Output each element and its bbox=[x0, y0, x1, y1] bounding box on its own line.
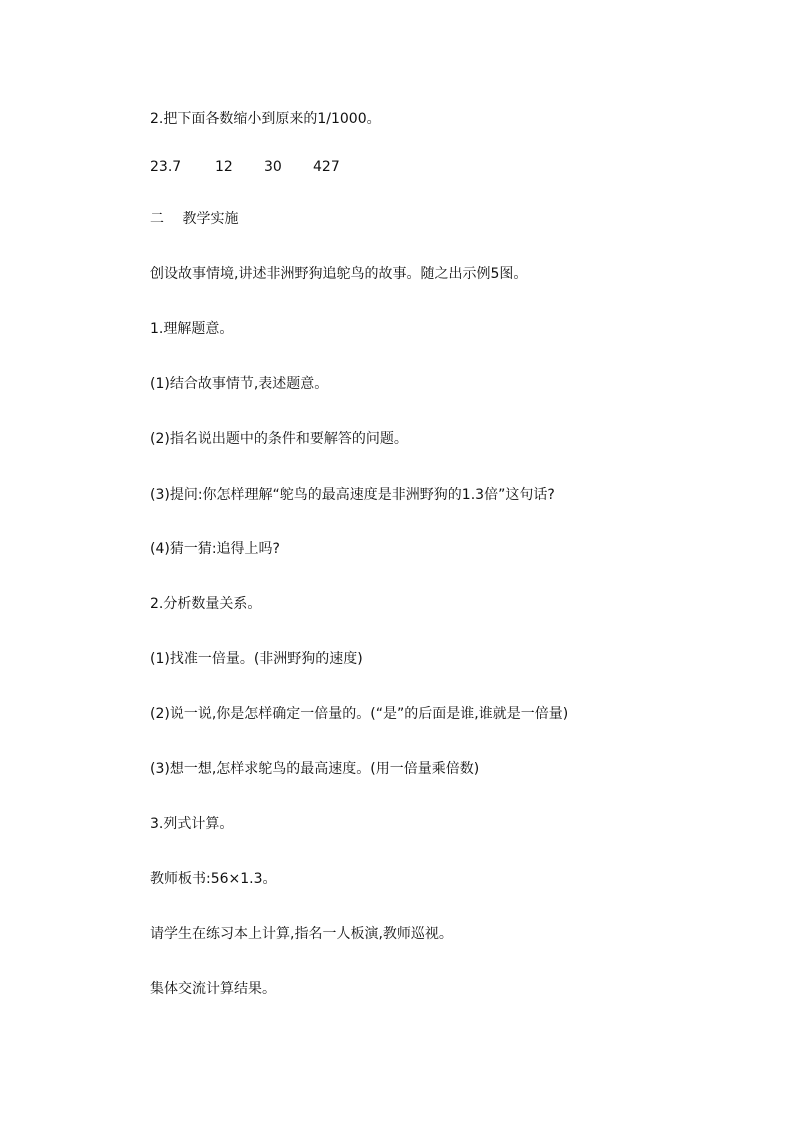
step-heading: 3.列式计算。 bbox=[150, 816, 234, 832]
paragraph: (2)说一说,你是怎样确定一倍量的。(“是”的后面是谁,谁就是一倍量) bbox=[150, 706, 569, 722]
step-heading: 2.分析数量关系。 bbox=[150, 596, 262, 612]
paragraph: (1)结合故事情节,表述题意。 bbox=[150, 376, 329, 392]
paragraph: 请学生在练习本上计算,指名一人板演,教师巡视。 bbox=[150, 926, 453, 942]
paragraph: (3)想一想,怎样求鸵鸟的最高速度。(用一倍量乘倍数) bbox=[150, 761, 480, 777]
paragraph: (4)猜一猜:追得上吗? bbox=[150, 541, 280, 557]
paragraph: (1)找准一倍量。(非洲野狗的速度) bbox=[150, 651, 363, 667]
section-heading: 二 教学实施 bbox=[150, 211, 239, 227]
paragraph: (2)指名说出题中的条件和要解答的问题。 bbox=[150, 431, 408, 447]
paragraph: 创设故事情境,讲述非洲野狗追鸵鸟的故事。随之出示例5图。 bbox=[150, 266, 528, 282]
number-item: 30 bbox=[264, 159, 282, 175]
step-heading: 1.理解题意。 bbox=[150, 321, 234, 337]
paragraph: (3)提问:你怎样理解“鸵鸟的最高速度是非洲野狗的1.3倍”这句话? bbox=[150, 487, 555, 503]
number-item: 427 bbox=[313, 159, 340, 175]
number-item: 23.7 bbox=[150, 159, 182, 175]
exercise-instruction: 2.把下面各数缩小到原来的1/1000。 bbox=[150, 111, 381, 127]
number-item: 12 bbox=[215, 159, 233, 175]
paragraph: 教师板书:56×1.3。 bbox=[150, 871, 277, 887]
paragraph: 集体交流计算结果。 bbox=[150, 981, 276, 997]
